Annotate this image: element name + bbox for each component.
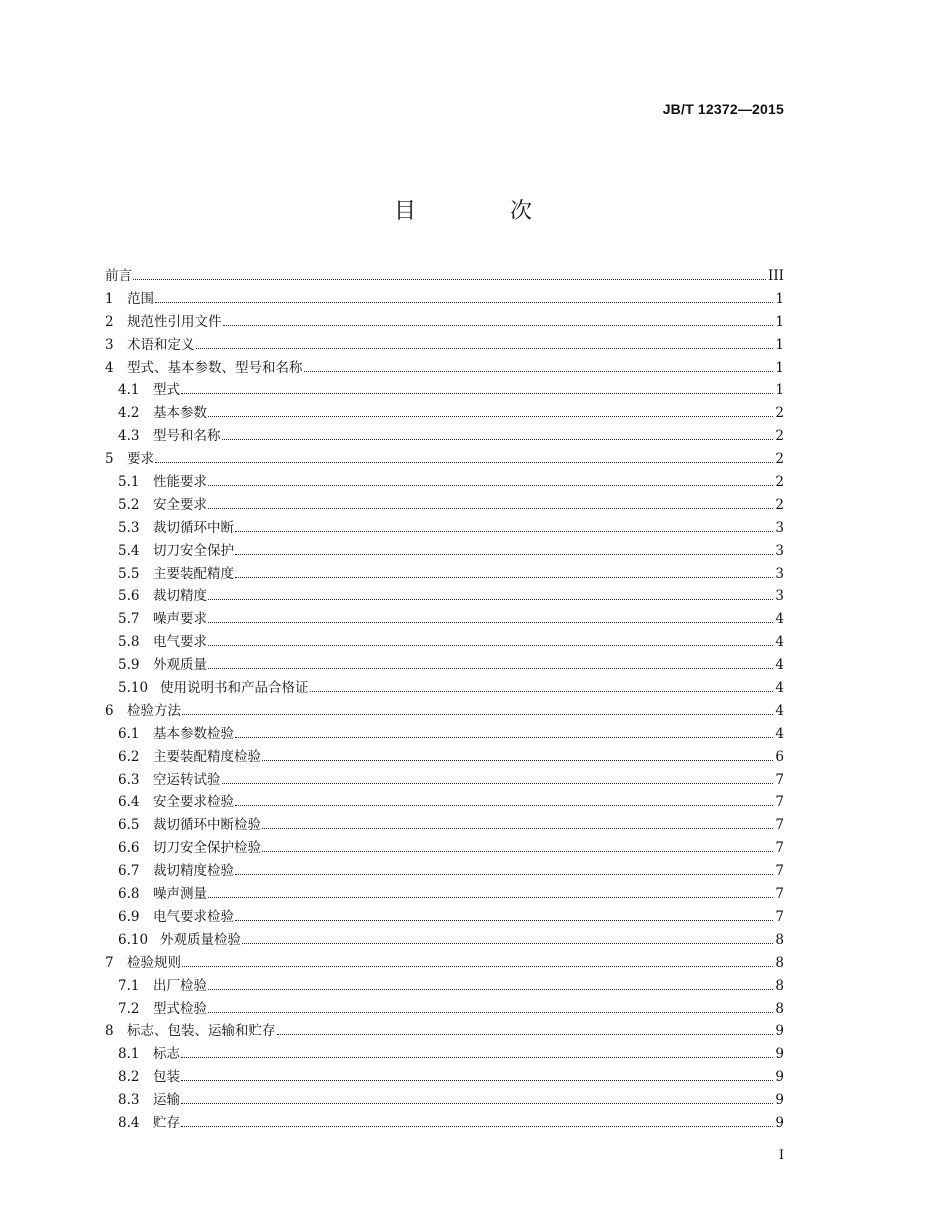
toc-entry-number: 2 [105,313,114,330]
toc-entry-title: 检验规则 [127,954,181,971]
toc-entry-page: 1 [775,382,784,399]
toc-entry[interactable] [105,882,784,905]
toc-entry-title: 贮存 [153,1114,180,1131]
page-number: I [778,1148,784,1163]
toc-entry-title: 标志 [153,1046,180,1063]
toc-leader-dots [181,1102,773,1104]
toc-entry-number: 5.2 [118,496,140,513]
toc-entry[interactable] [105,584,784,607]
toc-entry[interactable] [105,928,784,951]
toc-entry-title: 标志、包装、运输和贮存 [127,1023,276,1040]
toc-entry[interactable] [105,905,784,928]
toc-entry-number: 4.2 [118,405,140,422]
toc-entry-number: 5.4 [118,542,140,559]
toc-entry-number: 8.1 [118,1046,140,1063]
toc-entry-page: 1 [775,313,784,330]
toc-entry[interactable] [105,539,784,562]
toc-entry[interactable] [105,287,784,310]
toc-entry-title: 外观质量 [153,657,207,674]
toc-leader-dots [235,530,773,532]
toc-entry-title: 裁切精度 [153,588,207,605]
toc-entry[interactable] [105,745,784,768]
toc-entry-title: 切刀安全保护检验 [153,840,261,857]
toc-entry-number: 7 [105,954,114,971]
toc-leader-dots [235,576,773,578]
toc-leader-dots [223,324,774,326]
toc-entry-page: 7 [775,840,784,857]
toc-entry-number: 6.5 [118,817,140,834]
toc-entry-page: 6 [775,748,784,765]
toc-entry-number: 1 [105,290,114,307]
toc-entry-page: 9 [775,1114,784,1131]
toc-leader-dots [222,782,774,784]
toc-entry-title: 外观质量检验 [160,931,241,948]
toc-leader-dots [262,850,773,852]
toc-leader-dots [262,759,773,761]
toc-entry-page: 9 [775,1023,784,1040]
toc-leader-dots [235,873,773,875]
toc-leader-dots [277,1033,774,1035]
toc-entry-number: 6.4 [118,794,140,811]
toc-entry-page: 8 [775,977,784,994]
toc-entry[interactable] [105,722,784,745]
toc-entry[interactable] [105,1111,784,1134]
toc-entry-number: 6.7 [118,863,140,880]
toc-entry-page: 1 [775,336,784,353]
toc-entry-title: 噪声要求 [153,611,207,628]
toc-entry-number: 4.1 [118,382,140,399]
toc-entry-title: 型式检验 [153,1000,207,1017]
toc-entry-title: 性能要求 [153,474,207,491]
toc-entry-number: 6.3 [118,771,140,788]
toc-leader-dots [235,553,773,555]
table-of-contents [105,264,784,1134]
toc-entry-title: 裁切循环中断检验 [153,817,261,834]
toc-leader-dots [222,438,774,440]
toc-entry-page: 2 [775,405,784,422]
toc-leader-dots [310,690,774,692]
toc-leader-dots [181,1079,773,1081]
toc-entry-title: 要求 [127,451,154,468]
toc-leader-dots [181,1125,773,1127]
toc-entry[interactable] [105,310,784,333]
toc-entry[interactable] [105,378,784,401]
toc-entry-page: 7 [775,771,784,788]
toc-entry-title: 规范性引用文件 [127,313,222,330]
toc-entry-number: 6.2 [118,748,140,765]
toc-entry[interactable] [105,1088,784,1111]
toc-entry-number: 6.6 [118,840,140,857]
toc-entry-title: 基本参数 [153,405,207,422]
toc-entry-number: 5.8 [118,634,140,651]
toc-entry-title: 裁切精度检验 [153,863,234,880]
toc-entry-number: 4 [105,359,114,376]
toc-entry-title: 型式、基本参数、型号和名称 [127,359,303,376]
toc-entry-number: 5.1 [118,474,140,491]
toc-entry-title: 切刀安全保护 [153,542,234,559]
toc-entry[interactable] [105,653,784,676]
toc-entry-page: 8 [775,931,784,948]
toc-entry-number: 8.4 [118,1114,140,1131]
toc-entry[interactable] [105,401,784,424]
toc-entry[interactable] [105,974,784,997]
toc-leader-dots [155,461,773,463]
standard-code: JB/T 12372—2015 [662,101,784,117]
toc-entry-title: 使用说明书和产品合格证 [160,680,309,697]
toc-entry-number: 6.9 [118,908,140,925]
toc-entry[interactable] [105,768,784,791]
toc-entry[interactable] [105,1042,784,1065]
toc-entry-page: 2 [775,496,784,513]
toc-entry-number: 5.10 [118,680,149,697]
toc-leader-dots [208,667,773,669]
toc-entry-page: 7 [775,886,784,903]
toc-entry-title: 主要装配精度检验 [153,748,261,765]
toc-entry-number: 6.1 [118,725,140,742]
toc-entry[interactable] [105,1019,784,1042]
toc-entry-title: 包装 [153,1069,180,1086]
toc-entry-page: 1 [775,290,784,307]
toc-entry-title: 前言 [105,268,132,284]
toc-entry[interactable] [105,699,784,722]
toc-entry-page: 4 [775,657,784,674]
toc-entry-page: 7 [775,817,784,834]
toc-entry[interactable] [105,813,784,836]
toc-entry[interactable] [105,516,784,539]
toc-entry-number: 6.10 [118,931,149,948]
toc-entry[interactable] [105,630,784,653]
toc-entry-title: 安全要求检验 [153,794,234,811]
toc-entry-page: 3 [775,565,784,582]
toc-entry-title: 术语和定义 [127,336,195,353]
toc-entry-title: 安全要求 [153,496,207,513]
toc-entry-page: 4 [775,611,784,628]
toc-entry-number: 8.2 [118,1069,140,1086]
toc-entry-title: 基本参数检验 [153,725,234,742]
toc-entry-number: 5.6 [118,588,140,605]
toc-entry-page: 3 [775,588,784,605]
toc-entry[interactable] [105,859,784,882]
toc-entry-page: 4 [775,634,784,651]
toc-entry-number: 7.1 [118,977,140,994]
toc-entry[interactable] [105,607,784,630]
toc-entry[interactable] [105,1065,784,1088]
toc-entry-number: 8 [105,1023,114,1040]
toc-entry-number: 6.8 [118,886,140,903]
toc-leader-dots [208,988,773,990]
toc-entry[interactable] [105,676,784,699]
toc-entry-title: 电气要求 [153,634,207,651]
toc-leader-dots [235,736,773,738]
toc-leader-dots [208,484,773,486]
toc-entry[interactable] [105,997,784,1020]
toc-entry-page: 8 [775,1000,784,1017]
toc-entry-page: 1 [775,359,784,376]
toc-entry-page: 4 [775,680,784,697]
toc-entry-page: 4 [775,702,784,719]
toc-entry-title: 电气要求检验 [153,908,234,925]
toc-leader-dots [208,1011,773,1013]
toc-entry-page: 3 [775,519,784,536]
toc-entry[interactable] [105,836,784,859]
toc-leader-dots [208,598,773,600]
toc-entry[interactable] [105,264,784,287]
toc-entry-title: 范围 [127,290,154,307]
toc-entry[interactable] [105,424,784,447]
toc-entry-title: 裁切循环中断 [153,519,234,536]
toc-leader-dots [182,713,773,715]
toc-leader-dots [181,1056,773,1058]
toc-leader-dots [181,392,773,394]
page-title: 目 次 [393,199,568,224]
toc-entry-title: 噪声测量 [153,886,207,903]
toc-leader-dots [242,942,773,944]
toc-entry-title: 型号和名称 [153,428,221,445]
toc-entry-page: 2 [775,451,784,468]
toc-entry[interactable] [105,333,784,356]
toc-leader-dots [208,507,773,509]
toc-leader-dots [182,965,773,967]
toc-entry[interactable] [105,951,784,974]
toc-leader-dots [304,370,774,372]
toc-entry-page: III [768,268,784,284]
toc-entry-number: 5 [105,451,114,468]
toc-entry-number: 5.7 [118,611,140,628]
toc-entry-number: 7.2 [118,1000,140,1017]
toc-entry-page: 4 [775,725,784,742]
toc-entry-page: 9 [775,1069,784,1086]
toc-entry[interactable] [105,790,784,813]
toc-leader-dots [208,621,773,623]
toc-leader-dots [133,278,766,280]
toc-entry-page: 9 [775,1092,784,1109]
toc-leader-dots [196,347,774,349]
toc-entry-title: 空运转试验 [153,771,221,788]
toc-entry-page: 7 [775,794,784,811]
toc-entry-number: 5.3 [118,519,140,536]
toc-entry[interactable] [105,562,784,585]
toc-leader-dots [208,644,773,646]
toc-entry-number: 5.9 [118,657,140,674]
toc-entry-title: 型式 [153,382,180,399]
toc-entry[interactable] [105,493,784,516]
toc-entry-number: 3 [105,336,114,353]
toc-entry-number: 8.3 [118,1092,140,1109]
toc-entry-page: 3 [775,542,784,559]
toc-entry-number: 6 [105,702,114,719]
toc-entry-title: 出厂检验 [153,977,207,994]
toc-entry-page: 9 [775,1046,784,1063]
toc-entry[interactable] [105,470,784,493]
toc-leader-dots [235,804,773,806]
toc-leader-dots [208,896,773,898]
toc-entry-number: 4.3 [118,428,140,445]
toc-leader-dots [155,301,773,303]
toc-entry[interactable] [105,356,784,379]
toc-entry-page: 2 [775,474,784,491]
toc-leader-dots [235,919,773,921]
toc-entry[interactable] [105,447,784,470]
toc-entry-page: 8 [775,954,784,971]
toc-entry-title: 运输 [153,1092,180,1109]
toc-entry-page: 2 [775,428,784,445]
toc-entry-page: 7 [775,908,784,925]
toc-entry-page: 7 [775,863,784,880]
toc-leader-dots [208,415,773,417]
toc-entry-number: 5.5 [118,565,140,582]
toc-entry-title: 主要装配精度 [153,565,234,582]
toc-entry-title: 检验方法 [127,702,181,719]
toc-leader-dots [262,827,773,829]
